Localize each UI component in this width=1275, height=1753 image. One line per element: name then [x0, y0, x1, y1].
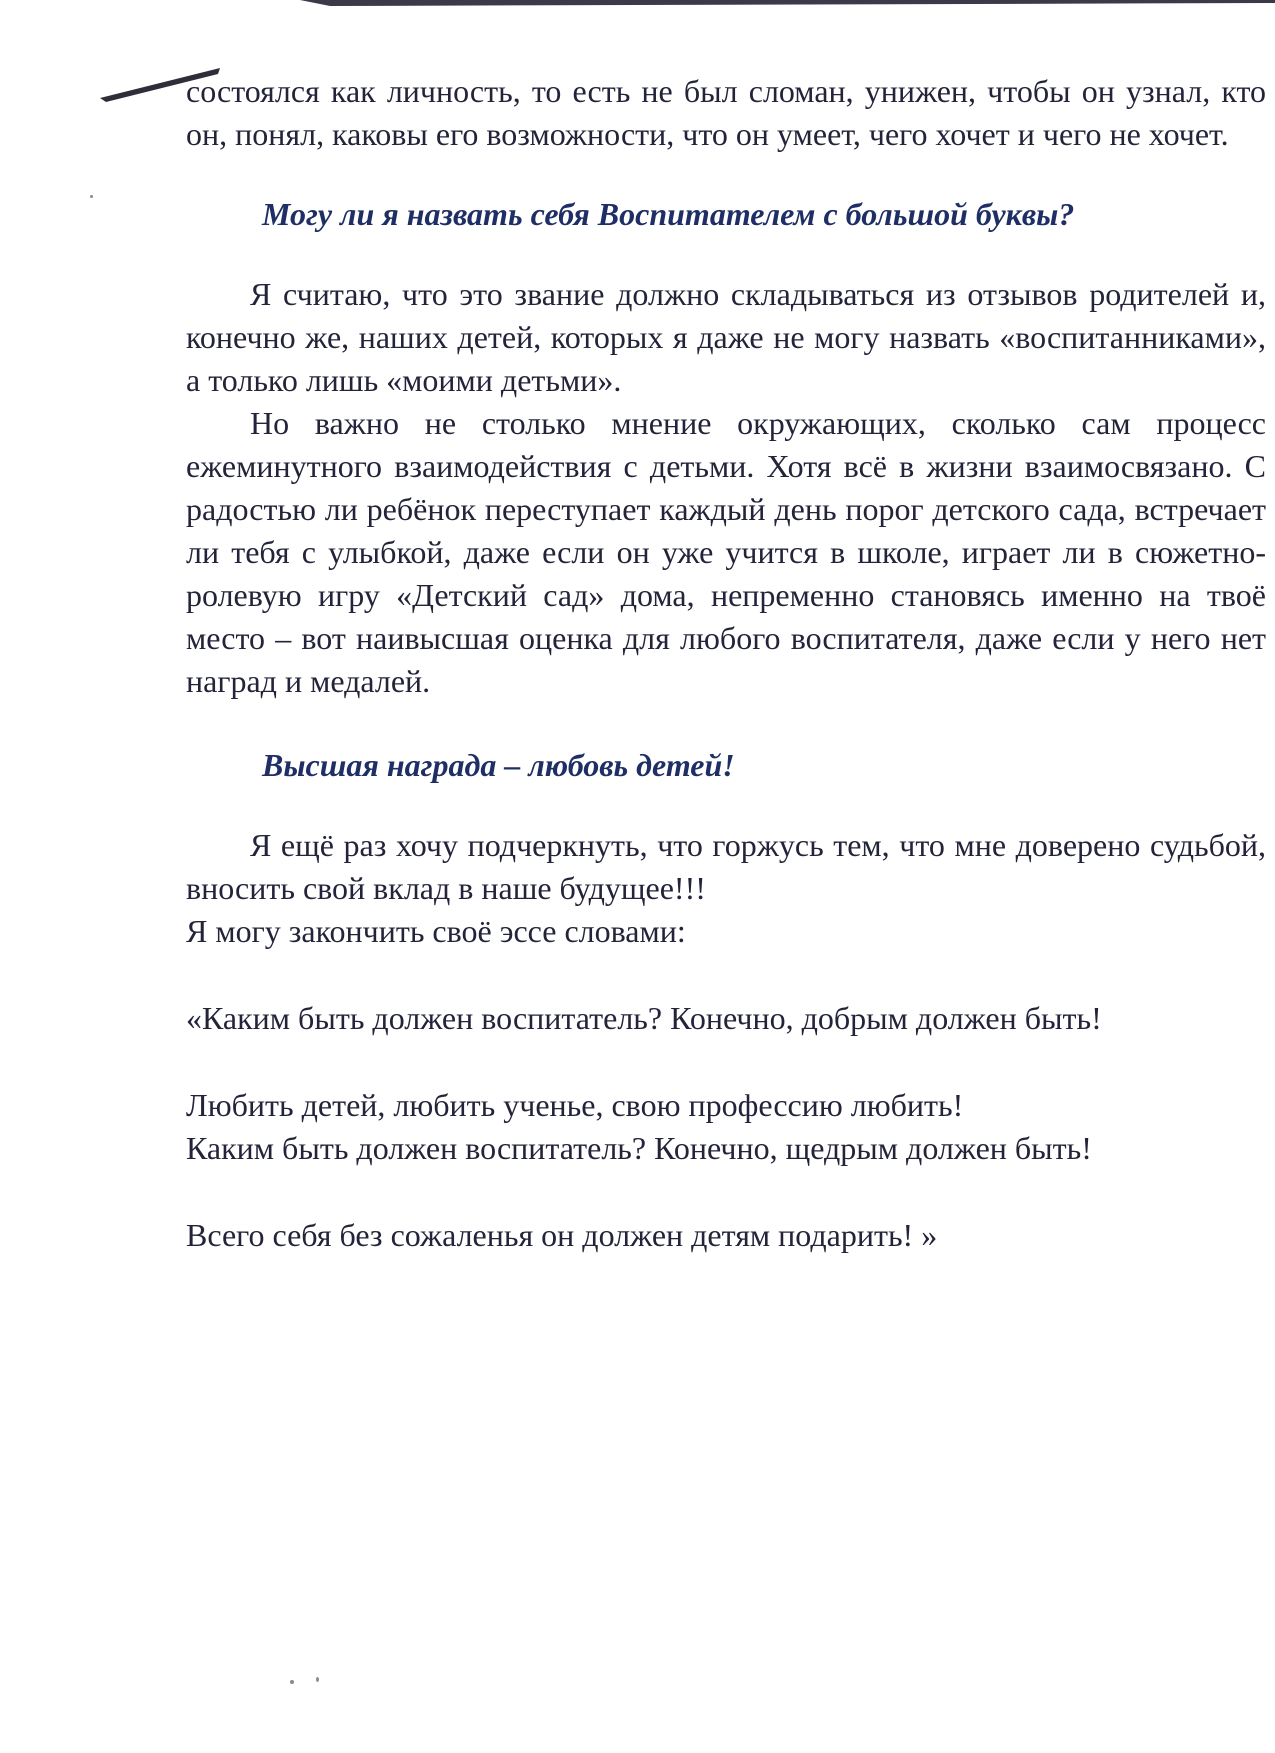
poem-line-3: Каким быть должен воспитатель? Конечно, щедрым должен быть! [186, 1130, 1092, 1166]
scan-speck [290, 1680, 294, 1684]
paragraph-4: Я могу закончить своё эссе словами: [186, 913, 686, 949]
section-heading-1: Могу ли я назвать себя Воспитателем с большой буквы? [262, 196, 1075, 232]
poem-line-1: «Каким быть должен воспитатель? Конечно, добрым должен быть! [186, 1000, 1102, 1036]
intro-paragraph: состоялся как личность, то есть не был сломан, унижен, чтобы он узнал, кто он, понял, каковы его возможности, что он умеет, чего хочет и чего не хочет. [186, 73, 1266, 152]
section-heading-2: Высшая награда – любовь детей! [262, 747, 735, 783]
scan-speck [90, 195, 93, 198]
scan-speck [316, 1677, 319, 1682]
paragraph-2: Но важно не столько мнение окружающих, сколько сам процесс ежеминутного взаимодействия с детьми. Хотя всё в жизни взаимосвязано. С радостью ли ребёнок переступает каждый день порог детского сада, встречает ли тебя с улыбкой, даже если он уже учится в школе, играет ли в сюжетно-ролевую игру «Детский сад» дома, непременно становясь именно на твоё место – вот наивысшая оценка для любого воспитателя, даже если у него нет наград и медалей. [186, 405, 1266, 699]
poem-line-4: Всего себя без сожаленья он должен детям подарить! » [186, 1217, 938, 1253]
document-page [186, 70, 1266, 1257]
paragraph-3: Я ещё раз хочу подчеркнуть, что горжусь тем, что мне доверено судьбой, вносить свой вклад в наше будущее!!! [186, 827, 1266, 906]
scan-fold-top-edge [0, 0, 1275, 20]
paragraph-1: Я считаю, что это звание должно складываться из отзывов родителей и, конечно же, наших детей, которых я даже не могу назвать «воспитанниками», а только лишь «моими детьми». [186, 276, 1266, 398]
poem-line-2: Любить детей, любить ученье, свою профессию любить! [186, 1087, 964, 1123]
